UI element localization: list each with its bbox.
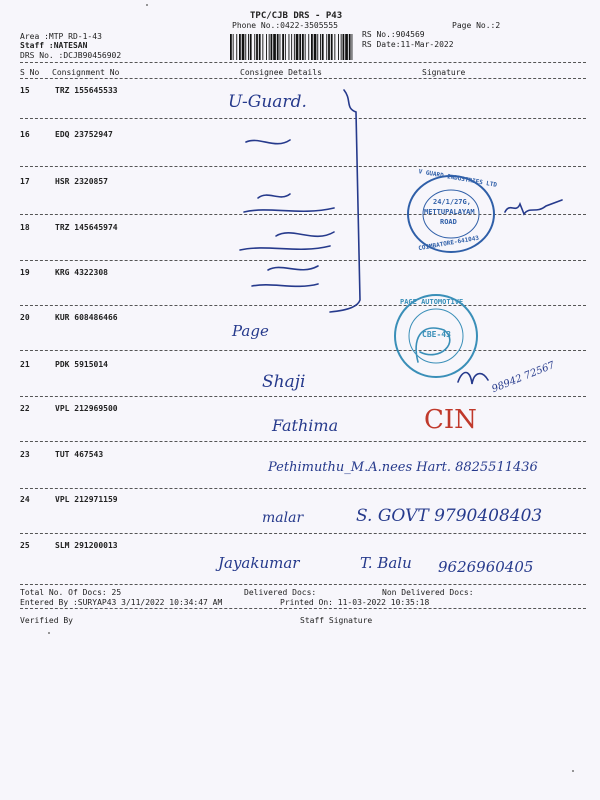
barcode-bar <box>289 34 290 60</box>
barcode-bar <box>245 34 246 60</box>
barcode-bar <box>291 34 292 60</box>
barcode-bar <box>352 34 353 60</box>
barcode-bar <box>308 34 309 60</box>
staff-label: Staff :NATESAN <box>20 41 88 50</box>
col-consignee: Consignee Details <box>240 68 322 77</box>
footer-rule <box>20 608 586 609</box>
barcode-bar <box>280 34 281 60</box>
barcode-bar <box>259 34 261 60</box>
barcode-bar <box>320 34 321 60</box>
barcode-bar <box>269 34 270 60</box>
row-divider <box>20 441 586 442</box>
barcode-bar <box>250 34 252 60</box>
row-sno: 17 <box>20 177 30 186</box>
stamp-code: CBE-43 <box>422 330 451 339</box>
row-divider <box>20 305 586 306</box>
row-divider <box>20 166 586 167</box>
barcode-bar <box>230 34 232 60</box>
row-divider <box>20 533 586 534</box>
staff-signature: Staff Signature <box>300 616 373 625</box>
stamp-line: 24/1/27G, <box>433 198 471 206</box>
rs-number: RS No.:904569 <box>362 30 425 39</box>
barcode-bar <box>334 34 335 60</box>
row-consignment: TUT 467543 <box>55 450 104 459</box>
delivered-docs: Delivered Docs: <box>244 588 317 597</box>
vguard-stamp <box>404 168 498 256</box>
barcode-bar <box>273 34 276 60</box>
barcode-bar <box>317 34 318 60</box>
barcode-bar <box>302 34 304 60</box>
column-header-rule <box>20 78 586 79</box>
page-automotive-stamp <box>392 292 480 380</box>
barcode-bar <box>294 34 295 60</box>
stamp-line: COIMBATORE-641043 <box>417 234 480 253</box>
total-docs: Total No. Of Docs: 25 <box>20 588 122 597</box>
barcode-bar <box>345 34 348 60</box>
row-consignee-handwriting: Fathima <box>272 416 339 435</box>
row-consignment: VPL 212971159 <box>55 495 118 504</box>
row-consignee-handwriting: U-Guard. <box>228 92 307 112</box>
doc-title: TPC/CJB DRS - P43 <box>250 11 343 21</box>
row-consignment: HSR 2320857 <box>55 177 108 186</box>
rs-date: RS Date:11-Mar-2022 <box>362 40 454 49</box>
row-sno: 20 <box>20 313 30 322</box>
phone-25-handwriting: 9626960405 <box>438 558 534 576</box>
row-consignee-handwriting: Jayakumar <box>218 554 300 572</box>
row-consignment: TRZ 155645533 <box>55 86 118 95</box>
col-consignment: Consignment No <box>52 68 120 77</box>
table-bottom-rule <box>20 584 586 585</box>
phone-number: Phone No.:0422-3505555 <box>232 21 338 30</box>
barcode-bar <box>311 34 313 60</box>
barcode-bar <box>322 34 324 60</box>
row-consignment: SLM 291200013 <box>55 541 118 550</box>
barcode-bar <box>326 34 327 60</box>
col-signature: Signature <box>422 68 466 77</box>
col-sno: S No <box>20 68 40 77</box>
row-sno: 24 <box>20 495 30 504</box>
stamp-title: PAGE AUTOMOTIVE <box>400 298 464 306</box>
barcode-bar <box>328 34 330 60</box>
barcode-bar <box>248 34 249 60</box>
barcode-bar <box>271 34 273 60</box>
row-consignee-handwriting: Pethimuthu_M.A.nees Hart. 8825511436 <box>268 460 538 475</box>
entered-by: Entered By :SURYAP43 3/11/2022 10:34:47 AM <box>20 598 223 607</box>
barcode-bar <box>341 34 342 60</box>
barcode-bar <box>254 34 255 60</box>
barcode-bar <box>256 34 258 60</box>
signature-phone-handwriting: 98942 72567 <box>490 359 557 396</box>
verified-by: Verified By <box>20 616 73 625</box>
scan-speck <box>572 770 574 772</box>
stamp-line: METTUPALAYAM <box>424 208 475 216</box>
row-divider <box>20 118 586 119</box>
barcode-bar <box>296 34 299 60</box>
non-delivered-docs: Non Delivered Docs: <box>382 588 474 597</box>
govt-phone-handwriting: S. GOVT 9790408403 <box>356 506 543 526</box>
row-sno: 22 <box>20 404 30 413</box>
barcode-bar <box>343 34 345 60</box>
row-consignment: KUR 608486466 <box>55 313 118 322</box>
barcode-bar <box>242 34 245 60</box>
barcode-bar <box>338 34 339 60</box>
barcode-bar <box>239 34 241 60</box>
drs-number: DRS No. :DCJB90456902 <box>20 51 122 60</box>
row-consignment: PDK 5915014 <box>55 360 108 369</box>
barcode-bar <box>262 34 263 60</box>
row-consignment: EDQ 23752947 <box>55 130 113 139</box>
scan-speck <box>146 4 148 6</box>
row-sno: 25 <box>20 541 30 550</box>
barcode-bar <box>277 34 279 60</box>
row-consignee-handwriting: Page <box>232 322 269 340</box>
t-balu-handwriting: T. Balu <box>360 554 412 572</box>
row-sno: 16 <box>20 130 30 139</box>
area-label: Area :MTP RD-1-43 <box>20 32 102 41</box>
barcode <box>228 34 354 60</box>
header-rule <box>20 62 586 63</box>
stamp-line: V GUARD INDUSTRIES LTD <box>417 168 498 189</box>
barcode-bar <box>233 34 234 60</box>
row-consignee-handwriting: Shaji <box>262 372 306 392</box>
barcode-bar <box>299 34 301 60</box>
barcode-bar <box>305 34 306 60</box>
row-sno: 15 <box>20 86 30 95</box>
barcode-bar <box>266 34 267 60</box>
row-divider <box>20 488 586 489</box>
barcode-bar <box>314 34 317 60</box>
barcode-bar <box>282 34 284 60</box>
row-consignee-handwriting: malar <box>262 510 304 526</box>
row-consignment: VPL 212969500 <box>55 404 118 413</box>
row-sno: 21 <box>20 360 30 369</box>
barcode-bar <box>285 34 286 60</box>
row-divider <box>20 350 586 351</box>
page-number: Page No.:2 <box>452 21 501 30</box>
scan-speck <box>48 632 50 634</box>
row-divider <box>20 214 586 215</box>
row-consignment: TRZ 145645974 <box>55 223 118 232</box>
barcode-bar <box>349 34 351 60</box>
row-divider <box>20 260 586 261</box>
row-consignment: KRG 4322308 <box>55 268 108 277</box>
row-sno: 23 <box>20 450 30 459</box>
row-divider <box>20 396 586 397</box>
printed-on: Printed On: 11-03-2022 10:35:18 <box>280 598 430 607</box>
barcode-bar <box>236 34 237 60</box>
barcode-bar <box>331 34 333 60</box>
cin-handwriting: CIN <box>424 405 477 435</box>
row-sno: 18 <box>20 223 30 232</box>
stamp-line: ROAD <box>440 218 457 226</box>
row-sno: 19 <box>20 268 30 277</box>
